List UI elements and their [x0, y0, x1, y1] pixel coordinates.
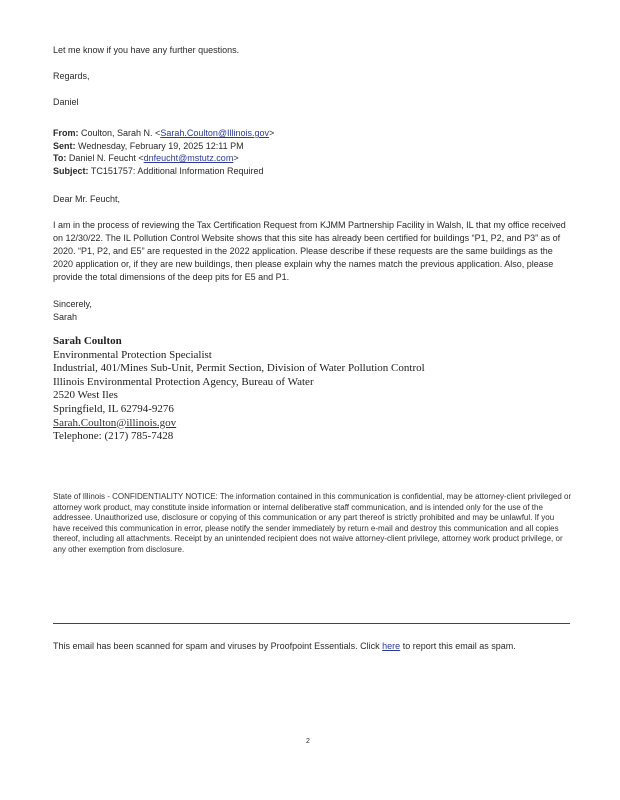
signature-block [53, 335, 573, 444]
subject-row [53, 165, 573, 178]
footer-divider [53, 623, 570, 624]
to-name: Daniel N. Feucht < [68, 153, 144, 163]
salutation: Dear Mr. Feucht, [53, 194, 121, 204]
sent-row [53, 140, 573, 153]
signature-city: Springfield, IL 62794-9276 [53, 402, 174, 415]
signature-division: Industrial, 401/Mines Sub-Unit, Permit Section, Division of Water Pollution Control [53, 362, 425, 375]
regards-line: Regards, [53, 71, 90, 81]
sent-value: Wednesday, February 19, 2025 12:11 PM [78, 140, 244, 151]
to-email-link[interactable]: dnfeucht@mstutz.com [143, 153, 234, 163]
from-name: Coulton, Sarah N. < [81, 128, 161, 138]
signature-phone: Telephone: (217) 785-7428 [53, 430, 174, 443]
signoff-name: Sarah [53, 312, 78, 322]
signature-title: Environmental Protection Specialist [53, 348, 212, 361]
confidentiality-notice: State of Illinois - CONFIDENTIALITY NOTICE: The information contained in this communication is confidential, may be attorney-client privileged or attorney work product, may constitute inside information or internal deliberative staff communication, and is intended only for the use of the addressee. Unauthorized use, disclosure or copying of this communication or any part thereof is strictly prohibited and may be unlawful. If you have received this communication in error, please notify the sender immediately by return e-mail and destroy this communication and all copies thereof, including all attachments. Receipt by an unintended recipient does not waive attorney-client privilege, attorney work product privilege, or any other exemption from disclosure. [53, 492, 572, 554]
sender-name: Daniel [53, 97, 79, 107]
signoff: Sincerely, [53, 299, 92, 309]
subject-label: Subject: [53, 165, 89, 176]
signature-name: Sarah Coulton [53, 335, 122, 347]
to-row [53, 152, 573, 165]
from-row [53, 127, 573, 140]
signature-agency: Illinois Environmental Protection Agency, Bureau of Water [53, 375, 314, 388]
from-close: > [269, 128, 275, 138]
closing-line: Let me know if you have any further questions. [53, 45, 240, 55]
spam-prefix: This email has been scanned for spam and viruses by Proofpoint Essentials. Click [53, 641, 383, 651]
body-paragraph: I am in the process of reviewing the Tax Certification Request from KJMM Partnership Facility in Walsh, IL that my office received on 12/30/22. The IL Pollution Control Website shows that this site has already been certified for buildings “P1, P2, and P3” as of 2020. “P1, P2, and E5” are requested in the 2022 application. Please describe if these requests are the same buildings as the 2020 application or, if they are new buildings, then please explain why the names match the previous application. Also, please provide the total dimensions of the deep pits for E5 and P1. [53, 220, 566, 282]
spam-suffix: to report this email as spam. [400, 641, 516, 651]
to-label: To: [53, 153, 67, 163]
from-email-link[interactable]: Sarah.Coulton@Illinois.gov [160, 128, 270, 138]
sent-label: Sent: [53, 140, 76, 151]
subject-value: TC151757: Additional Information Required [90, 165, 264, 176]
message-header [53, 127, 573, 177]
report-spam-link[interactable]: here [382, 641, 401, 651]
to-close: > [233, 153, 239, 163]
page-number: 2 [306, 738, 310, 745]
from-label: From: [53, 128, 79, 138]
signature-street: 2520 West Iles [53, 389, 118, 402]
signature-email-link[interactable]: Sarah.Coulton@illinois.gov [53, 416, 177, 429]
spam-notice [53, 640, 583, 652]
